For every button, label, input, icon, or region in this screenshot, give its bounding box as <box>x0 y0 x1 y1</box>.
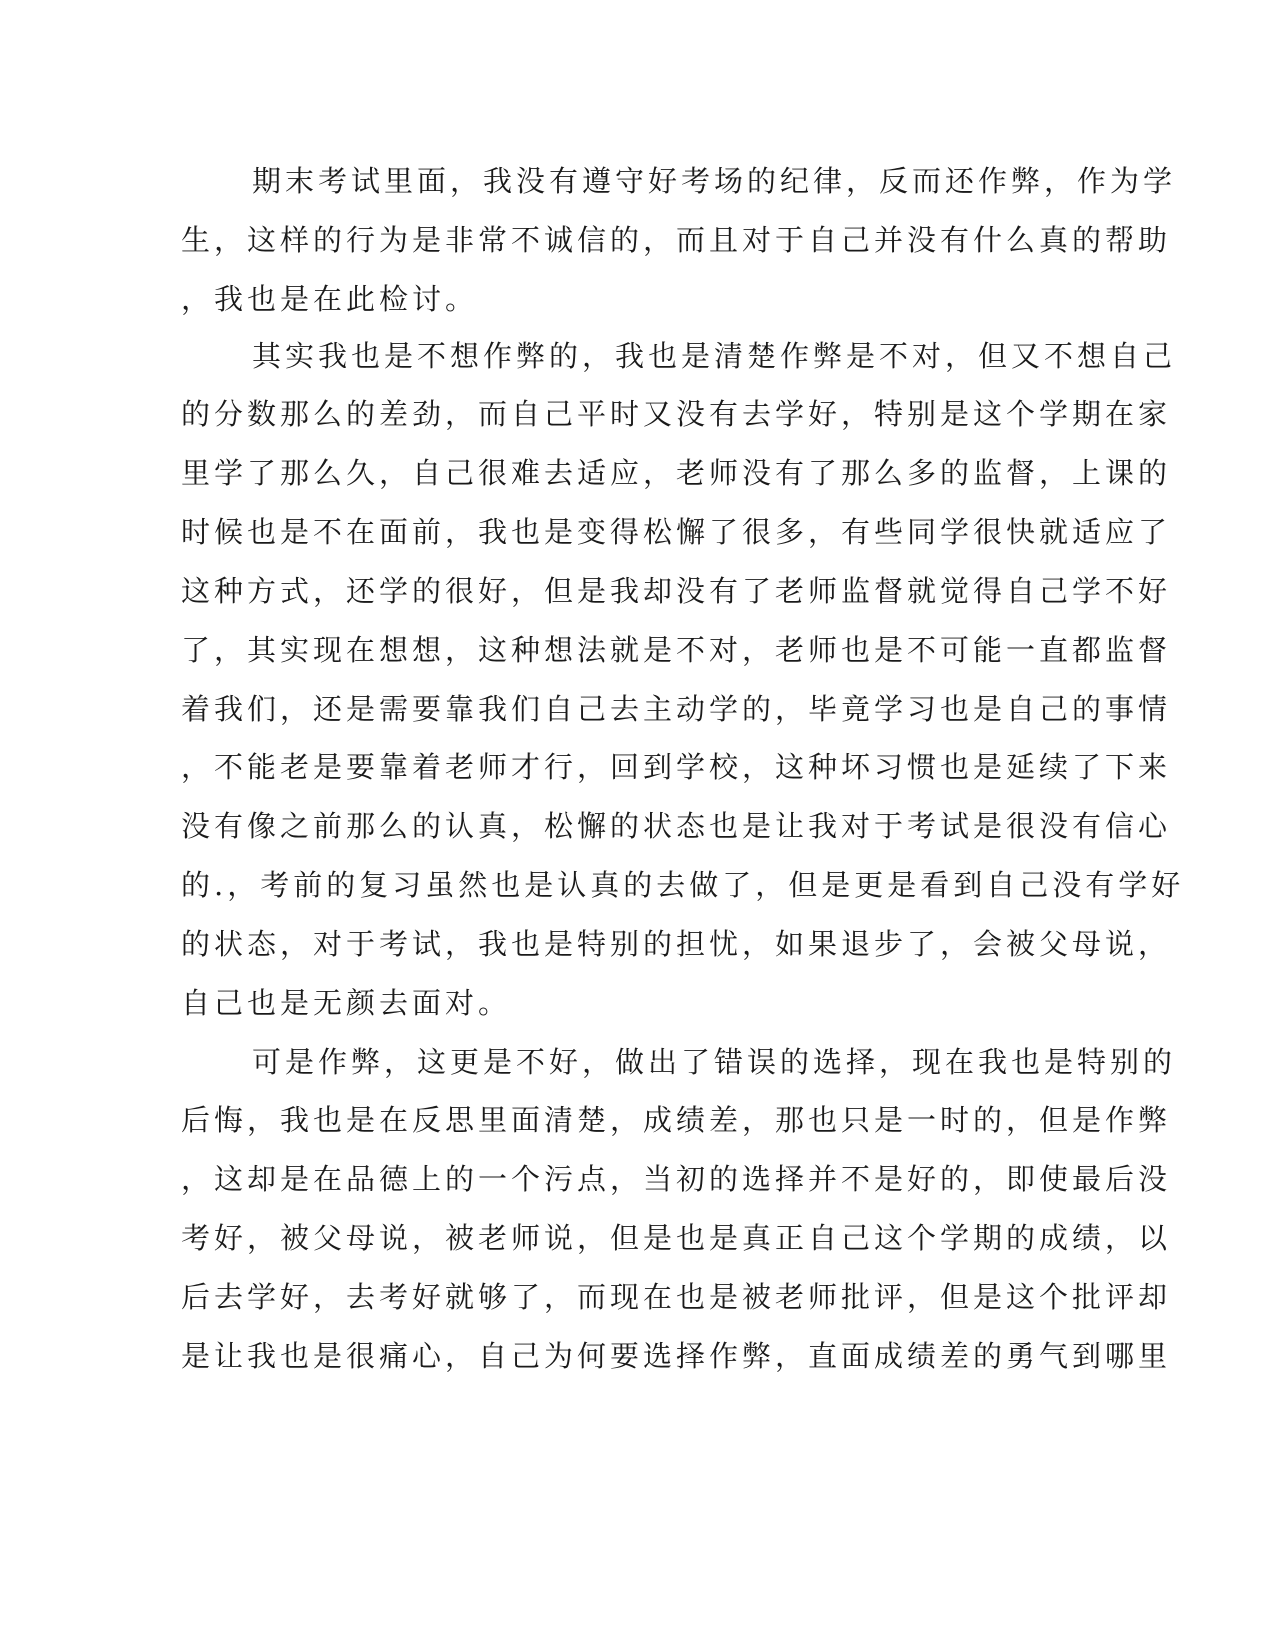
paragraph-line: ，这却是在品德上的一个污点，当初的选择并不是好的，即使最后没 <box>181 1162 1172 1196</box>
paragraph-line: 是让我也是很痛心，自己为何要选择作弊，直面成绩差的勇气到哪里 <box>181 1339 1172 1373</box>
paragraph-line: 后悔，我也是在反思里面清楚，成绩差，那也只是一时的，但是作弊 <box>181 1103 1172 1137</box>
paragraph-line: 时候也是不在面前，我也是变得松懈了很多，有些同学很快就适应了 <box>181 515 1172 549</box>
paragraph-line: 考好，被父母说，被老师说，但是也是真正自己这个学期的成绩，以 <box>181 1221 1172 1255</box>
paragraph-line: 没有像之前那么的认真，松懈的状态也是让我对于考试是很没有信心 <box>181 809 1172 843</box>
paragraph-line: 其实我也是不想作弊的，我也是清楚作弊是不对，但又不想自己 <box>252 339 1177 373</box>
paragraph-line: 这种方式，还学的很好，但是我却没有了老师监督就觉得自己学不好 <box>181 574 1172 608</box>
paragraph-line: 可是作弊，这更是不好，做出了错误的选择，现在我也是特别的 <box>252 1045 1177 1079</box>
paragraph-line: 着我们，还是需要靠我们自己去主动学的，毕竟学习也是自己的事情 <box>181 692 1172 726</box>
paragraph-line: ，不能老是要靠着老师才行，回到学校，这种坏习惯也是延续了下来 <box>181 750 1172 784</box>
paragraph-line: 了，其实现在想想，这种想法就是不对，老师也是不可能一直都监督 <box>181 633 1172 667</box>
paragraph-line: 生，这样的行为是非常不诚信的，而且对于自己并没有什么真的帮助 <box>181 223 1172 257</box>
paragraph-line: 的.，考前的复习虽然也是认真的去做了，但是更是看到自己没有学好 <box>181 868 1185 902</box>
paragraph-line: 期末考试里面，我没有遵守好考场的纪律，反而还作弊，作为学 <box>252 164 1177 198</box>
paragraph-line: 后去学好，去考好就够了，而现在也是被老师批评，但是这个批评却 <box>181 1280 1172 1314</box>
paragraph-line: ，我也是在此检讨。 <box>181 282 479 316</box>
paragraph-line: 的分数那么的差劲，而自己平时又没有去学好，特别是这个学期在家 <box>181 397 1172 431</box>
paragraph-line: 的状态，对于考试，我也是特别的担忧，如果退步了，会被父母说， <box>181 927 1172 961</box>
paragraph-line: 自己也是无颜去面对。 <box>181 986 512 1020</box>
paragraph-line: 里学了那么久，自己很难去适应，老师没有了那么多的监督，上课的 <box>181 456 1172 490</box>
